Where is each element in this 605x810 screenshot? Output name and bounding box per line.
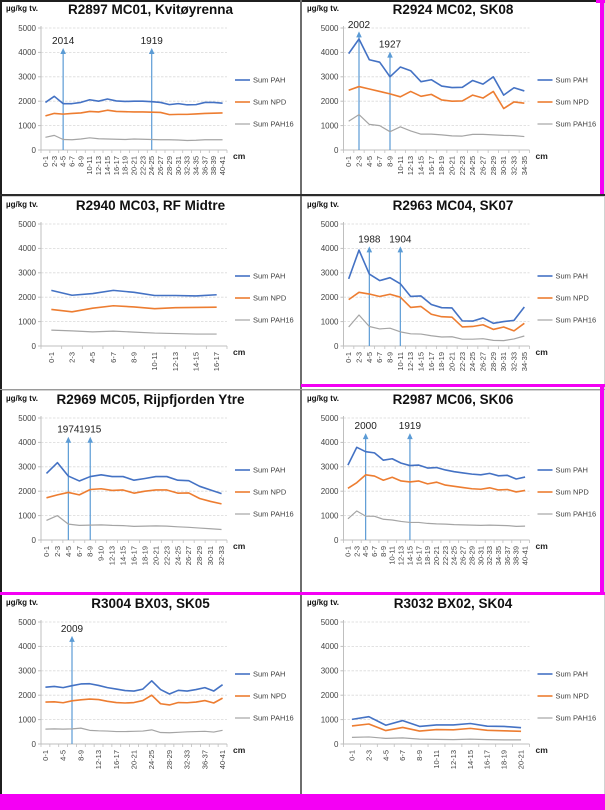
chart-title: R2940 MC03, RF Midtre <box>75 198 226 213</box>
x-tick-label: 8-9 <box>385 352 395 363</box>
y-tick-label: 5000 <box>18 219 36 229</box>
magenta-bottom-bar <box>0 794 605 810</box>
x-tick-label: 18-19 <box>423 546 433 566</box>
x-tick-label: 30-31 <box>206 546 216 566</box>
legend-label: Sum PAH <box>555 75 588 85</box>
x-tick-label: 16-17 <box>426 352 436 372</box>
x-tick-label: 26-27 <box>156 156 166 176</box>
x-unit-label: cm <box>535 745 548 755</box>
chart-title: R2987 MC06, SK06 <box>392 392 514 407</box>
x-tick-label: 26-27 <box>478 352 488 372</box>
legend-label: Sum NPD <box>555 97 589 107</box>
x-tick-label: 2-3 <box>352 546 362 557</box>
y-tick-label: 5000 <box>320 413 339 423</box>
x-tick-label: 22-23 <box>457 156 467 176</box>
x-tick-label: 22-23 <box>457 352 467 372</box>
annotation-year-label: 1915 <box>79 424 102 436</box>
y-unit-label: µg/kg tv. <box>307 200 340 209</box>
x-unit-label: cm <box>233 541 246 551</box>
chart-header <box>302 595 604 616</box>
x-tick-label: 4-5 <box>58 156 68 167</box>
y-tick-label: 5000 <box>320 617 339 627</box>
y-unit-label: µg/kg tv. <box>6 394 39 403</box>
x-tick-label: 24-25 <box>449 546 459 566</box>
legend-label: Sum NPD <box>555 487 589 497</box>
y-tick-label: 1000 <box>320 511 339 521</box>
legend-label: Sum PAH <box>253 271 286 281</box>
x-tick-label: 2-3 <box>364 750 374 761</box>
x-tick-label: 40-41 <box>218 750 228 770</box>
x-tick-label: 18-19 <box>140 546 150 566</box>
legend-label: Sum NPD <box>253 487 287 497</box>
x-tick-label: 4-5 <box>63 546 73 557</box>
legend-label: Sum PAH16 <box>253 509 294 519</box>
series-line-sum-pah <box>51 290 216 296</box>
annotation-arrow-head <box>87 437 93 443</box>
x-tick-label: 6-7 <box>67 156 77 167</box>
x-tick-label: 12-13 <box>94 750 104 770</box>
y-tick-label: 3000 <box>18 72 36 82</box>
y-tick-label: 3000 <box>320 666 339 676</box>
y-tick-label: 2000 <box>320 487 339 496</box>
x-tick-label: 14-15 <box>416 156 426 176</box>
x-tick-label: 4-5 <box>381 750 391 761</box>
y-tick-label: 0 <box>31 739 36 749</box>
chart-title: R3004 BX03, SK05 <box>91 596 210 611</box>
x-tick-label: 4-5 <box>58 750 68 761</box>
x-tick-label: 18-19 <box>120 156 130 176</box>
y-tick-label: 4000 <box>18 642 36 652</box>
series-line-sum-pah <box>45 96 222 105</box>
x-tick-label: 24-25 <box>468 156 478 176</box>
legend-label: Sum PAH16 <box>253 119 294 129</box>
annotation-arrow-head <box>363 433 369 439</box>
x-tick-label: 14-15 <box>118 546 128 566</box>
series-line-sum-npd <box>45 110 222 116</box>
x-tick-label: 28-29 <box>488 352 498 372</box>
x-tick-label: 12-13 <box>396 546 406 566</box>
chart-title: R2897 MC01, Kvitøyrenna <box>67 2 234 17</box>
legend-label: Sum PAH16 <box>555 713 597 723</box>
x-tick-label: 22-23 <box>440 546 450 566</box>
y-tick-label: 5000 <box>18 413 36 423</box>
x-tick-label: 16-17 <box>212 352 222 372</box>
y-tick-label: 3000 <box>18 268 36 278</box>
y-tick-label: 2000 <box>18 691 36 700</box>
x-tick-label: 2-3 <box>354 156 364 167</box>
x-tick-label: 0-1 <box>344 352 354 363</box>
x-unit-label: cm <box>535 151 548 161</box>
series-line-sum-npd <box>349 292 525 331</box>
annotation-year-label: 1904 <box>389 234 412 246</box>
y-tick-label: 1000 <box>18 317 36 327</box>
annotation-arrow-head <box>367 246 373 252</box>
y-tick-label: 2000 <box>320 97 339 106</box>
x-tick-label: 16-17 <box>482 750 492 770</box>
x-tick-label: 10-11 <box>432 750 441 769</box>
y-unit-label: µg/kg tv. <box>307 394 340 403</box>
annotation-arrow-head <box>407 433 413 439</box>
chart-plot <box>1 218 300 390</box>
x-tick-label: 32-33 <box>182 750 192 770</box>
x-tick-label: 8-9 <box>129 352 139 363</box>
y-tick-label: 3000 <box>18 666 36 676</box>
x-tick-label: 22-23 <box>162 546 172 566</box>
chart-header <box>1 595 300 616</box>
chart-plot <box>1 412 300 584</box>
x-tick-label: 30-31 <box>476 546 486 566</box>
x-tick-label: 6-7 <box>375 156 385 167</box>
y-tick-label: 2000 <box>18 487 36 496</box>
x-tick-label: 22-23 <box>138 156 148 176</box>
x-tick-label: 32-33 <box>509 156 519 176</box>
x-tick-label: 20-21 <box>151 546 161 566</box>
x-tick-label: 16-17 <box>414 546 424 566</box>
annotation-year-label: 1988 <box>358 234 381 246</box>
chart-plot <box>302 412 604 584</box>
x-tick-label: 12-13 <box>170 352 180 372</box>
y-tick-label: 0 <box>334 739 339 749</box>
chart-plot <box>1 616 300 788</box>
legend-label: Sum PAH <box>555 271 588 281</box>
x-tick-label: 10-11 <box>85 156 95 175</box>
annotation-arrow-head <box>60 48 66 54</box>
x-tick-label: 12-13 <box>94 156 104 176</box>
x-tick-label: 32-33 <box>485 546 495 566</box>
y-tick-label: 1000 <box>18 511 36 521</box>
x-tick-label: 18-19 <box>499 750 509 770</box>
series-line-sum-pah16 <box>348 511 525 526</box>
x-tick-label: 36-37 <box>200 750 210 770</box>
y-unit-label: µg/kg tv. <box>307 4 340 13</box>
chart-title: R3032 BX02, SK04 <box>393 596 513 611</box>
chart-header <box>1 197 300 218</box>
x-tick-label: 18-19 <box>437 156 447 176</box>
series-line-sum-pah16 <box>46 516 221 530</box>
y-tick-label: 1000 <box>320 317 339 327</box>
x-tick-label: 18-19 <box>437 352 447 372</box>
chart-cell-r2969 <box>0 390 301 594</box>
annotation-year-label: 1919 <box>398 421 422 433</box>
annotation-year-label: 1927 <box>378 39 402 51</box>
chart-header <box>302 197 604 218</box>
x-tick-label: 34-35 <box>519 156 529 176</box>
x-tick-label: 24-25 <box>468 352 478 372</box>
x-tick-label: 38-39 <box>511 546 521 566</box>
x-tick-label: 20-21 <box>516 750 526 770</box>
legend-label: Sum PAH <box>253 75 286 85</box>
y-tick-label: 3000 <box>320 462 339 472</box>
series-line-sum-pah <box>352 717 521 728</box>
chart-header <box>1 391 300 412</box>
y-tick-label: 2000 <box>18 293 36 302</box>
annotation-arrow-head <box>149 48 155 54</box>
chart-plot <box>302 616 604 788</box>
x-tick-label: 28-29 <box>488 156 498 176</box>
chart-header <box>302 391 604 412</box>
y-tick-label: 0 <box>31 145 36 155</box>
x-tick-label: 8-9 <box>415 750 425 761</box>
x-tick-label: 4-5 <box>364 352 374 363</box>
y-tick-label: 5000 <box>18 617 36 627</box>
x-tick-label: 20-21 <box>129 156 139 176</box>
y-unit-label: µg/kg tv. <box>6 4 39 13</box>
x-unit-label: cm <box>233 347 246 357</box>
y-tick-label: 1000 <box>320 715 339 725</box>
y-tick-label: 2000 <box>320 691 339 700</box>
x-tick-label: 2-3 <box>354 352 364 363</box>
x-tick-label: 6-7 <box>398 750 408 761</box>
legend-label: Sum NPD <box>555 691 589 701</box>
x-tick-label: 20-21 <box>447 156 457 176</box>
chart-cell-r2940 <box>0 196 301 390</box>
x-tick-label: 0-1 <box>41 546 51 557</box>
y-tick-label: 3000 <box>320 72 339 82</box>
x-tick-label: 34-35 <box>191 156 201 176</box>
annotation-year-label: 1974 <box>57 424 80 436</box>
x-tick-label: 28-29 <box>467 546 477 566</box>
series-line-sum-npd <box>51 306 216 312</box>
x-tick-label: 10-11 <box>395 156 405 175</box>
x-tick-label: 0-1 <box>344 156 354 167</box>
series-line-sum-npd <box>348 475 525 492</box>
x-tick-label: 28-29 <box>164 750 174 770</box>
chart-header <box>1 1 300 22</box>
legend-label: Sum NPD <box>253 293 287 303</box>
x-tick-label: 26-27 <box>458 546 468 566</box>
y-tick-label: 4000 <box>18 48 36 58</box>
x-unit-label: cm <box>233 745 246 755</box>
y-tick-label: 0 <box>31 341 36 351</box>
x-tick-label: 2-3 <box>67 352 77 363</box>
legend-label: Sum PAH <box>253 465 286 475</box>
chart-cell-r2924 <box>301 0 605 196</box>
x-tick-label: 36-37 <box>502 546 512 566</box>
annotation-year-label: 2009 <box>60 623 84 635</box>
x-tick-label: 0-1 <box>40 750 50 761</box>
annotation-arrow-head <box>66 437 72 443</box>
chart-plot <box>302 22 604 194</box>
legend-label: Sum NPD <box>253 97 287 107</box>
x-tick-label: 40-41 <box>218 156 228 176</box>
annotation-arrow-head <box>356 31 362 37</box>
legend-label: Sum NPD <box>253 691 287 701</box>
x-tick-label: 20-21 <box>447 352 457 372</box>
series-line-sum-pah <box>349 250 525 323</box>
y-tick-label: 5000 <box>18 23 36 33</box>
y-tick-label: 1000 <box>18 715 36 725</box>
y-tick-label: 0 <box>334 535 339 545</box>
legend-label: Sum PAH16 <box>555 509 597 519</box>
chart-cell-r3004 <box>0 594 301 795</box>
chart-plot <box>302 218 604 390</box>
y-unit-label: µg/kg tv. <box>6 598 39 607</box>
y-tick-label: 4000 <box>18 244 36 254</box>
x-tick-label: 28-29 <box>164 156 174 176</box>
x-tick-label: 2-3 <box>52 546 62 557</box>
annotation-year-label: 2014 <box>52 35 75 47</box>
series-line-sum-pah16 <box>352 737 521 740</box>
y-tick-label: 3000 <box>320 268 339 278</box>
chart-cell-r2897 <box>0 0 301 196</box>
x-tick-label: 4-5 <box>88 352 98 363</box>
x-tick-label: 12-13 <box>448 750 458 770</box>
x-tick-label: 34-35 <box>519 352 529 372</box>
x-tick-label: 26-27 <box>478 156 488 176</box>
x-tick-label: 4-5 <box>364 156 374 167</box>
y-tick-label: 4000 <box>320 48 339 58</box>
series-line-sum-pah <box>348 447 525 479</box>
x-tick-label: 0-1 <box>347 750 357 761</box>
x-tick-label: 0-1 <box>40 156 50 167</box>
x-tick-label: 30-31 <box>173 156 183 176</box>
x-tick-label: 12-13 <box>107 546 117 566</box>
series-line-sum-npd <box>349 87 525 109</box>
x-tick-label: 6-7 <box>375 352 385 363</box>
x-tick-label: 16-17 <box>111 156 121 176</box>
series-line-sum-pah <box>349 39 525 95</box>
x-tick-label: 6-7 <box>74 546 84 557</box>
x-tick-label: 14-15 <box>405 546 415 566</box>
x-tick-label: 32-33 <box>509 352 519 372</box>
chart-title: R2924 MC02, SK08 <box>392 2 514 17</box>
x-tick-label: 10-11 <box>387 546 397 565</box>
x-tick-label: 26-27 <box>184 546 194 566</box>
y-tick-label: 5000 <box>320 219 339 229</box>
x-tick-label: 20-21 <box>432 546 441 566</box>
chart-title: R2969 MC05, Rijpfjorden Ytre <box>56 392 245 407</box>
x-tick-label: 14-15 <box>102 156 112 176</box>
x-tick-label: 30-31 <box>499 156 509 176</box>
x-tick-label: 10-11 <box>395 352 405 371</box>
x-tick-label: 4-5 <box>361 546 371 557</box>
x-unit-label: cm <box>535 541 548 551</box>
x-tick-label: 10-11 <box>150 352 160 371</box>
y-unit-label: µg/kg tv. <box>307 598 340 607</box>
x-tick-label: 32-33 <box>217 546 227 566</box>
x-tick-label: 28-29 <box>195 546 205 566</box>
annotation-arrow-head <box>398 246 404 252</box>
series-line-sum-pah16 <box>51 330 216 334</box>
x-tick-label: 30-31 <box>499 352 509 372</box>
chart-title: R2963 MC04, SK07 <box>392 198 514 213</box>
x-tick-label: 32-33 <box>182 156 192 176</box>
y-tick-label: 2000 <box>18 97 36 106</box>
annotation-year-label: 2000 <box>354 421 377 433</box>
x-tick-label: 14-15 <box>191 352 201 372</box>
y-tick-label: 1000 <box>320 121 339 131</box>
x-tick-label: 20-21 <box>129 750 139 770</box>
annotation-arrow-head <box>69 636 75 642</box>
x-tick-label: 6-7 <box>370 546 379 557</box>
annotation-year-label: 1919 <box>140 35 163 47</box>
y-tick-label: 0 <box>31 535 36 545</box>
x-tick-label: 16-17 <box>111 750 121 770</box>
x-tick-label: 16-17 <box>129 546 139 566</box>
legend-label: Sum PAH <box>253 669 286 679</box>
x-tick-label: 8-9 <box>76 750 86 761</box>
x-tick-label: 24-25 <box>173 546 183 566</box>
x-tick-label: 24-25 <box>147 156 157 176</box>
x-tick-label: 2-3 <box>49 156 59 167</box>
chart-cell-r2987 <box>301 390 605 594</box>
legend-label: Sum PAH16 <box>555 119 597 129</box>
chart-plot <box>1 22 300 194</box>
x-tick-label: 8-9 <box>378 546 388 557</box>
x-tick-label: 6-7 <box>108 352 118 363</box>
y-tick-label: 2000 <box>320 293 339 302</box>
legend-label: Sum PAH16 <box>253 713 294 723</box>
x-tick-label: 24-25 <box>147 750 157 770</box>
x-tick-label: 14-15 <box>416 352 426 372</box>
x-tick-label: 16-17 <box>426 156 436 176</box>
x-tick-label: 14-15 <box>465 750 475 770</box>
annotation-year-label: 2002 <box>347 20 371 31</box>
x-tick-label: 40-41 <box>520 546 530 566</box>
series-line-sum-pah <box>46 463 221 494</box>
chart-header <box>302 1 604 22</box>
series-line-sum-pah16 <box>45 135 222 140</box>
y-tick-label: 0 <box>334 341 339 351</box>
y-tick-label: 3000 <box>18 462 36 472</box>
x-tick-label: 34-35 <box>494 546 503 566</box>
legend-label: Sum PAH16 <box>253 315 294 325</box>
x-unit-label: cm <box>233 151 246 161</box>
x-tick-label: 8-9 <box>385 156 395 167</box>
chart-cell-r3032 <box>301 594 605 795</box>
y-tick-label: 4000 <box>320 438 339 448</box>
x-tick-label: 0-1 <box>46 352 56 363</box>
y-tick-label: 4000 <box>320 642 339 652</box>
y-tick-label: 1000 <box>18 121 36 131</box>
x-tick-label: 8-9 <box>85 546 95 557</box>
y-tick-label: 4000 <box>320 244 339 254</box>
x-tick-label: 38-39 <box>209 156 219 176</box>
y-tick-label: 5000 <box>320 23 339 33</box>
x-tick-label: 36-37 <box>200 156 210 176</box>
chart-cell-r2963 <box>301 196 605 390</box>
x-tick-label: 8-9 <box>76 156 86 167</box>
legend-label: Sum PAH <box>555 669 588 679</box>
x-tick-label: 9-10 <box>96 546 106 562</box>
legend-label: Sum PAH <box>555 465 588 475</box>
y-tick-label: 4000 <box>18 438 36 448</box>
x-tick-label: 12-13 <box>406 352 416 372</box>
legend-label: Sum PAH16 <box>555 315 597 325</box>
x-tick-label: 0-1 <box>343 546 353 557</box>
x-unit-label: cm <box>535 347 548 357</box>
y-tick-label: 0 <box>334 145 339 155</box>
x-tick-label: 12-13 <box>406 156 416 176</box>
legend-label: Sum NPD <box>555 293 589 303</box>
y-unit-label: µg/kg tv. <box>6 200 39 209</box>
